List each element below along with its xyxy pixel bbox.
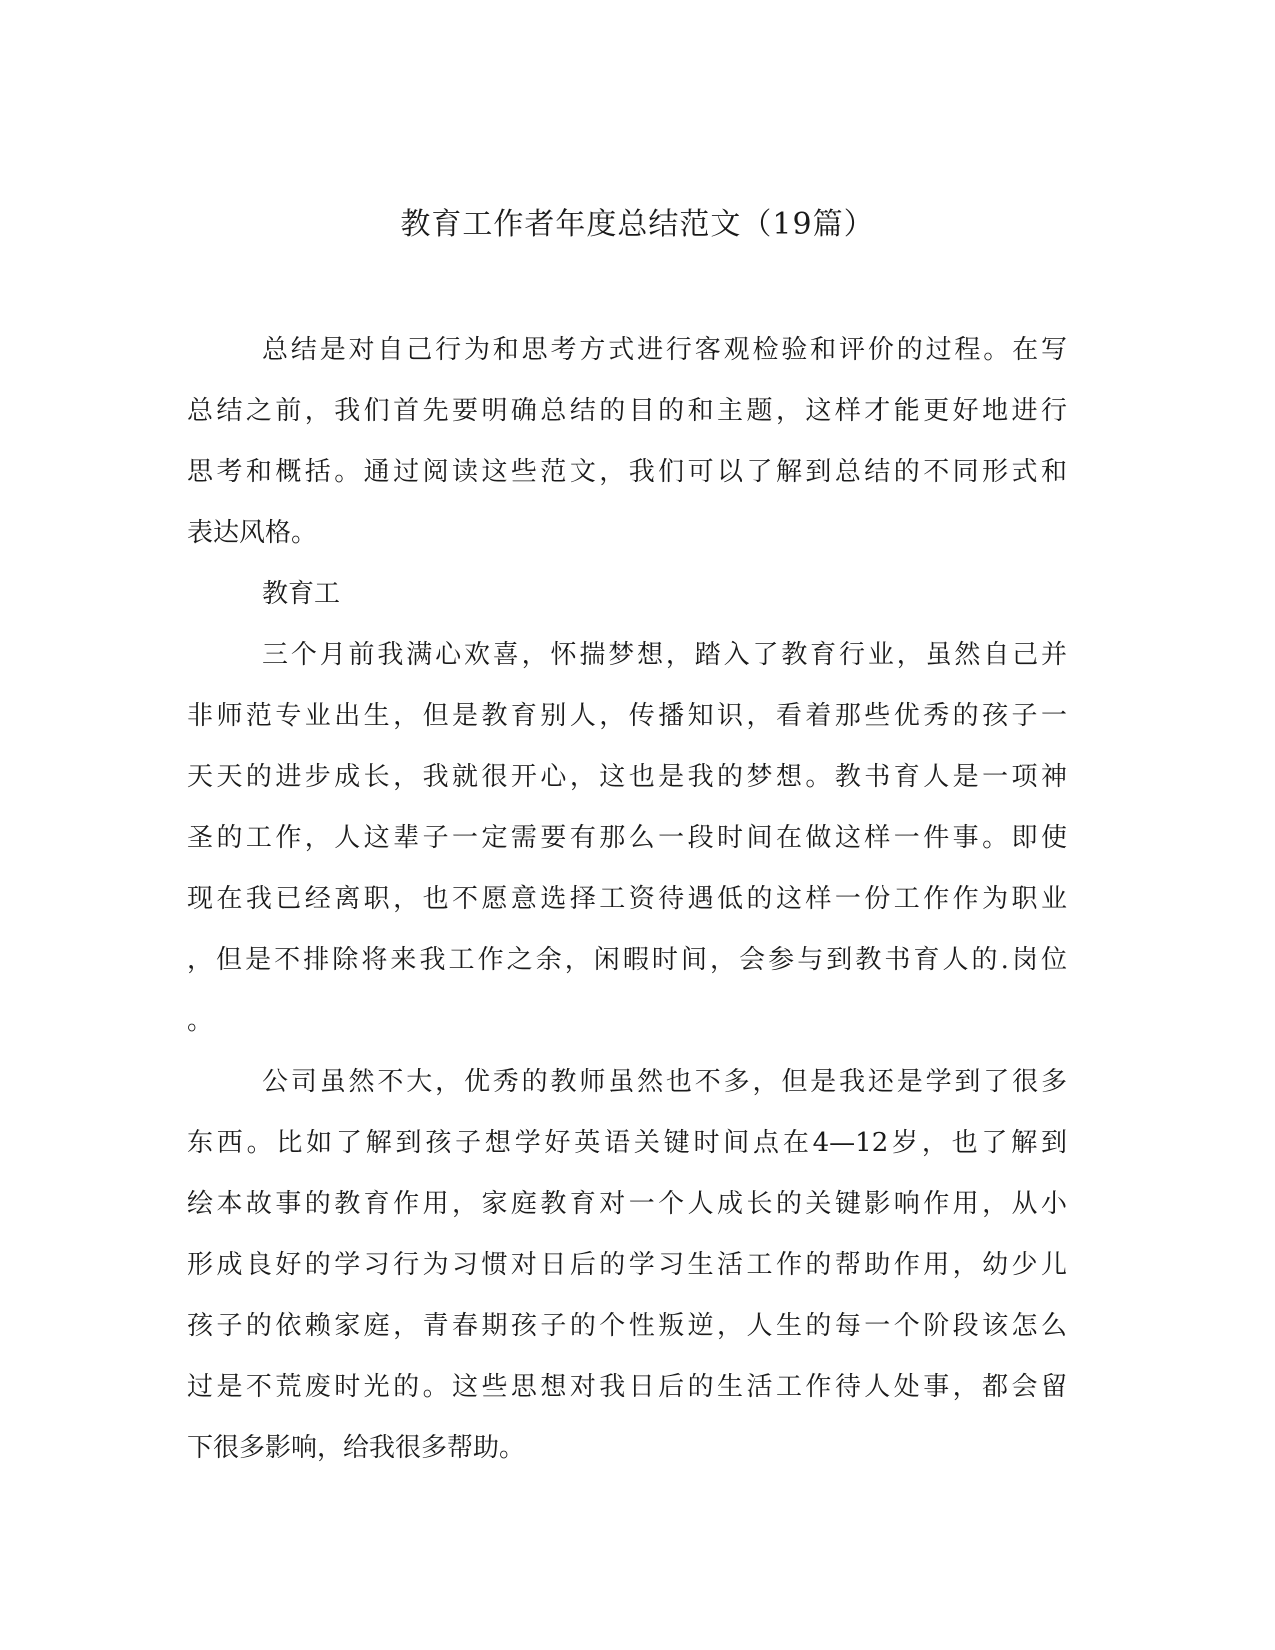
text-line: 总结之前，我们首先要明确总结的目的和主题，这样才能更好地进行	[187, 396, 1067, 426]
text-line: 绘本故事的教育作用，家庭教育对一个人成长的关键影响作用，从小	[187, 1189, 1067, 1219]
text-line: 天天的进步成长，我就很开心，这也是我的梦想。教书育人是一项神	[187, 762, 1067, 792]
text-line: 三个月前我满心欢喜，怀揣梦想，踏入了教育行业，虽然自己并	[262, 640, 1067, 670]
text-line: 圣的工作，人这辈子一定需要有那么一段时间在做这样一件事。即使	[187, 823, 1067, 853]
text-line: 总结是对自己行为和思考方式进行客观检验和评价的过程。在写	[262, 335, 1067, 365]
text-line: ，但是不排除将来我工作之余，闲暇时间，会参与到教书育人的.岗位	[187, 945, 1067, 975]
text-line: 非师范专业出生，但是教育别人，传播知识，看着那些优秀的孩子一	[187, 701, 1067, 731]
text-line: 现在我已经离职，也不愿意选择工资待遇低的这样一份工作作为职业	[187, 884, 1067, 914]
text-line: 表达风格。	[187, 518, 318, 548]
text-line: 思考和概括。通过阅读这些范文，我们可以了解到总结的不同形式和	[187, 457, 1067, 487]
document-body	[187, 320, 1067, 1479]
text-line: 教育工	[262, 579, 341, 609]
text-line: 下很多影响，给我很多帮助。	[187, 1433, 526, 1463]
text-line: 。	[187, 1006, 214, 1036]
document-title: 教育工作者年度总结范文（19篇）	[400, 207, 875, 242]
text-line: 过是不荒废时光的。这些思想对我日后的生活工作待人处事，都会留	[187, 1372, 1067, 1402]
text-line: 形成良好的学习行为习惯对日后的学习生活工作的帮助作用，幼少儿	[187, 1250, 1067, 1280]
text-line: 孩子的依赖家庭，青春期孩子的个性叛逆，人生的每一个阶段该怎么	[187, 1311, 1067, 1341]
text-line: 东西。比如了解到孩子想学好英语关键时间点在4—12岁，也了解到	[187, 1128, 1067, 1158]
text-line: 公司虽然不大，优秀的教师虽然也不多，但是我还是学到了很多	[262, 1067, 1067, 1097]
